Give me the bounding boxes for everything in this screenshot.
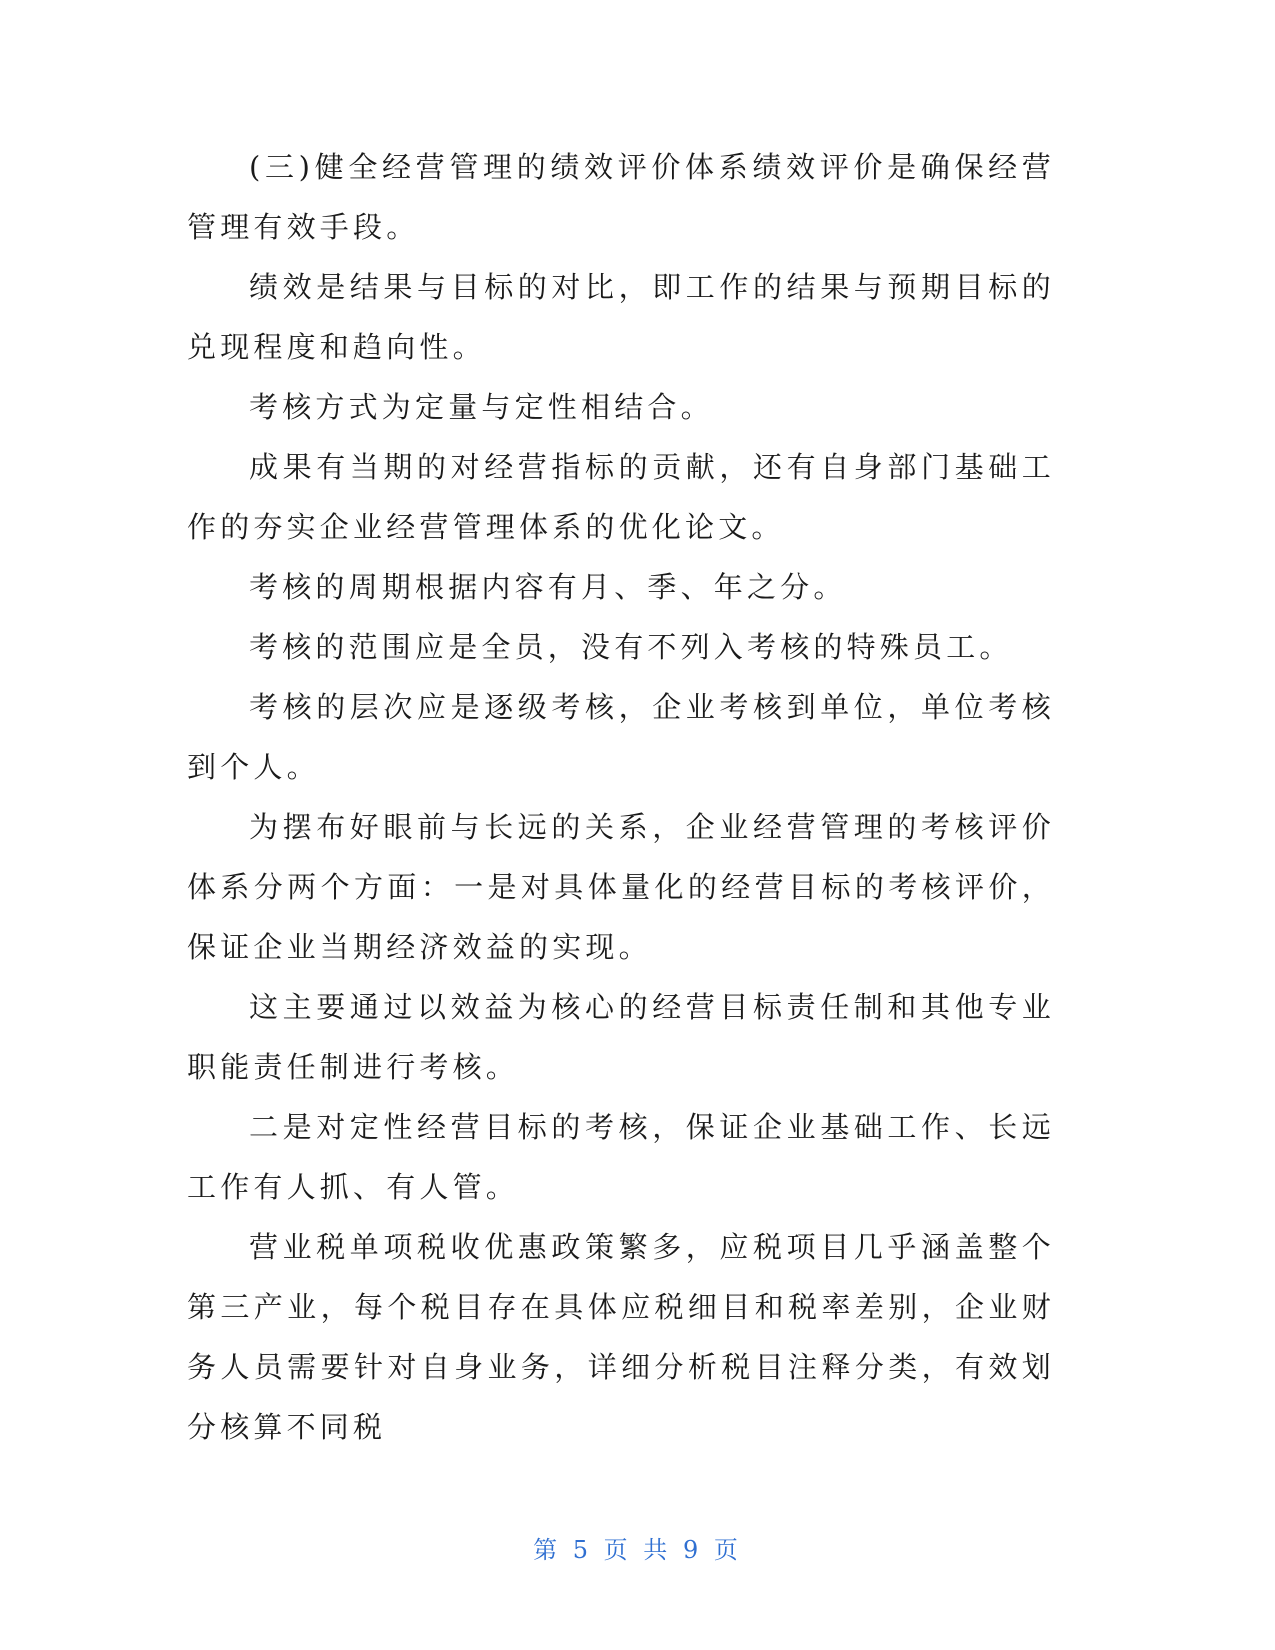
- paragraph: 成果有当期的对经营指标的贡献，还有自身部门基础工作的夯实企业经营管理体系的优化论文。: [187, 450, 1055, 544]
- page-number-footer: 第 5 页 共 9 页: [533, 1536, 742, 1564]
- paragraph: 这主要通过以效益为核心的经营目标责任制和其他专业职能责任制进行考核。: [187, 990, 1055, 1084]
- paragraph: 二是对定性经营目标的考核，保证企业基础工作、长远工作有人抓、有人管。: [187, 1110, 1055, 1204]
- document-body: [187, 137, 1055, 1457]
- paragraph: 营业税单项税收优惠政策繁多，应税项目几乎涵盖整个第三产业，每个税目存在具体应税细目和税率差别，企业财务人员需要针对自身业务，详细分析税目注释分类，有效划分核算不同税: [187, 1230, 1055, 1444]
- paragraph: 考核的范围应是全员，没有不列入考核的特殊员工。: [249, 630, 1013, 664]
- paragraph: 考核方式为定量与定性相结合。: [249, 390, 714, 424]
- paragraph: 绩效是结果与目标的对比，即工作的结果与预期目标的兑现程度和趋向性。: [187, 270, 1055, 364]
- paragraph: (三)健全经营管理的绩效评价体系绩效评价是确保经营管理有效手段。: [187, 150, 1055, 244]
- paragraph: 为摆布好眼前与长远的关系，企业经营管理的考核评价体系分两个方面：一是对具体量化的经营目标的考核评价，保证企业当期经济效益的实现。: [187, 810, 1055, 964]
- paragraph: 考核的周期根据内容有月、季、年之分。: [249, 570, 847, 604]
- paragraph: 考核的层次应是逐级考核，企业考核到单位，单位考核到个人。: [187, 690, 1055, 784]
